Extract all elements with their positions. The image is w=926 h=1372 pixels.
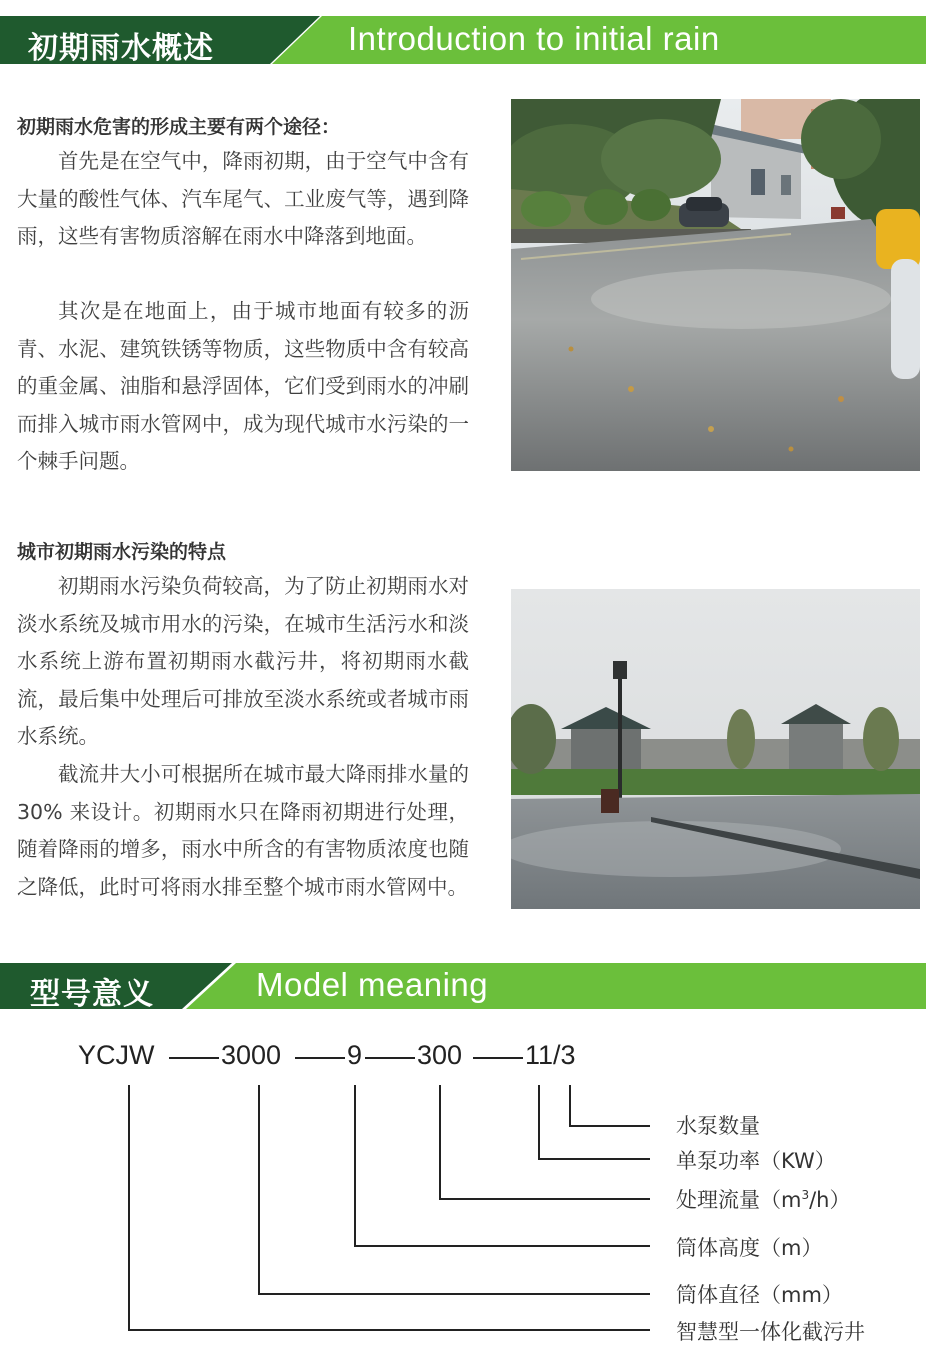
section-title-en: Introduction to initial rain [348,20,720,57]
code-dash [169,1057,219,1059]
section-title-en: Model meaning [256,966,489,1003]
flow-rate-superscript: 3 [801,1188,810,1202]
flow-rate-text: 处理流量（m [676,1188,802,1212]
section-banner-intro [0,16,926,64]
label-pump-power: 单泵功率（KW） [676,1149,836,1173]
subheading-pollution-features: 城市初期雨水污染的特点 [17,541,227,563]
flow-rate-unit: /h） [809,1188,851,1212]
connector-flow-rate [440,1085,650,1199]
section-title-cn: 型号意义 [30,977,154,1012]
paragraph-ground: 其次是在地面上，由于城市地面有较多的沥青、水泥、建筑铁锈等物质，这些物质中含有较高的重金属、油脂和悬浮固体，它们受到雨水的冲刷而排入城市雨水管网中，成为现代城市水污染的一个棘手问题。 [17,299,469,473]
section-banner-model [0,963,926,1012]
rainy-park-photo [511,589,920,909]
code-dash [473,1057,523,1059]
label-body-height: 筒体高度（m） [676,1236,823,1260]
label-body-diameter: 筒体直径（mm） [676,1283,843,1307]
connector-pump-power [539,1085,650,1159]
connector-body-height [355,1085,650,1246]
paragraph-air: 首先是在空气中，降雨初期，由于空气中含有大量的酸性气体、汽车尾气、工业废气等，遇到降雨，这些有害物质溶解在雨水中降落到地面。 [17,149,469,248]
connector-product-name [129,1085,650,1330]
rainy-street-photo [511,99,920,471]
connector-body-diameter [259,1085,650,1294]
code-height: 9 [347,1040,363,1070]
code-flow: 300 [417,1040,463,1070]
paragraph-well-size: 截流井大小可根据所在城市最大降雨排水量的 30% 来设计。初期雨水只在降雨初期进行处理，随着降雨的增多，雨水中所含的有害物质浓度也随之降低，此时可将雨水排至整个城市雨水管网中。 [17,762,469,899]
subheading-hazard-sources: 初期雨水危害的形成主要有两个途径： [17,116,341,138]
label-flow-rate [676,1184,851,1214]
code-pump: 11/3 [525,1040,576,1070]
code-dash [295,1057,345,1059]
code-prefix: YCJW [78,1040,155,1070]
label-product-name: 智慧型一体化截污井 [676,1320,865,1344]
section-title-cn: 初期雨水概述 [28,31,214,66]
connector-pump-count [570,1085,650,1126]
code-diameter: 3000 [221,1040,282,1070]
code-dash [365,1057,415,1059]
label-pump-count: 水泵数量 [676,1114,760,1138]
paragraph-pollution-load: 初期雨水污染负荷较高，为了防止初期雨水对淡水系统及城市用水的污染，在城市生活污水和淡水系统上游布置初期雨水截污井，将初期雨水截流，最后集中处理后可排放至淡水系统或者城市雨水系统。 [17,574,469,748]
